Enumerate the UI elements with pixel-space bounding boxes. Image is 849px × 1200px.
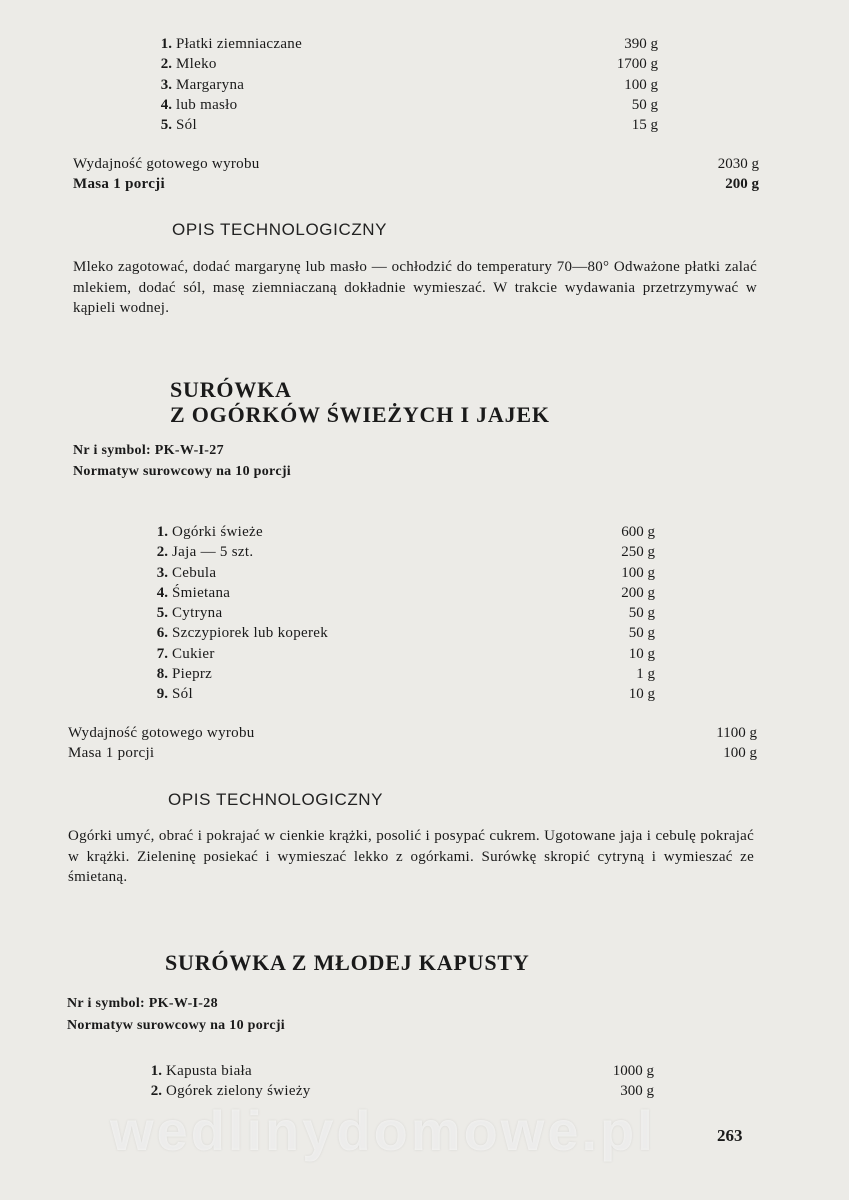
ingredient-row <box>146 522 655 542</box>
ingredient-number: 2. <box>150 1083 162 1100</box>
ingredient-quantity: 100 g <box>621 564 655 581</box>
ingredient-name: Płatki ziemniaczane <box>176 36 303 52</box>
ingredient-list <box>146 522 655 705</box>
ingredient-name: Ogórek zielony świeży <box>166 1083 311 1100</box>
ingredient-quantity: 10 g <box>628 686 655 703</box>
portion-value: 100 g <box>723 745 757 762</box>
recipe-normatyw: Normatyw surowcowy na 10 porcji <box>73 464 291 479</box>
ingredient-name: Śmietana <box>172 584 231 601</box>
ingredient-name: Szczypiorek lub koperek <box>172 625 329 642</box>
ingredient-name: Pieprz <box>172 666 213 683</box>
yield-value: 2030 g <box>717 156 759 172</box>
ingredient-number: 7. <box>156 645 168 662</box>
ingredient-quantity: 250 g <box>621 544 655 561</box>
ingredient-row <box>150 95 658 115</box>
ingredient-name: Ogórki świeże <box>172 524 263 540</box>
ingredient-list <box>140 1061 654 1102</box>
ingredient-row <box>146 542 655 562</box>
ingredient-row <box>150 115 658 135</box>
ingredient-number: 8. <box>156 666 168 683</box>
opis-heading: OPIS TECHNOLOGICZNY <box>168 790 384 809</box>
yield-summary <box>68 723 757 764</box>
ingredient-number: 4. <box>160 96 172 113</box>
ingredient-number: 1. <box>160 36 172 52</box>
page-number: 263 <box>717 1126 743 1145</box>
ingredient-name: Jaja — 5 szt. <box>172 544 254 561</box>
recipe-symbol: Nr i symbol: PK-W-I-27 <box>73 443 224 458</box>
ingredient-number: 5. <box>156 605 168 622</box>
ingredient-quantity: 100 g <box>624 76 658 93</box>
yield-summary <box>73 154 759 195</box>
ingredient-row <box>150 34 658 54</box>
ingredient-quantity: 1 g <box>636 666 655 683</box>
ingredient-row <box>146 664 655 684</box>
ingredient-name: Sól <box>172 686 193 703</box>
ingredient-quantity: 1000 g <box>612 1063 654 1079</box>
ingredient-row <box>146 623 655 643</box>
ingredient-quantity: 300 g <box>620 1083 654 1100</box>
ingredient-name: Cebula <box>172 564 217 581</box>
ingredient-quantity: 1700 g <box>616 56 658 73</box>
ingredient-number: 9. <box>156 686 168 703</box>
ingredient-row <box>140 1061 654 1081</box>
ingredient-quantity: 50 g <box>631 96 658 113</box>
ingredient-number: 4. <box>156 584 168 601</box>
yield-value: 1100 g <box>716 725 757 741</box>
ingredient-row <box>150 54 658 74</box>
ingredient-quantity: 10 g <box>628 645 655 662</box>
ingredient-name: Cukier <box>172 645 215 662</box>
ingredient-quantity: 15 g <box>631 117 658 134</box>
ingredient-name: Kapusta biała <box>166 1063 252 1079</box>
ingredient-row <box>146 563 655 583</box>
recipe-title-line2: Z OGÓRKÓW ŚWIEŻYCH I JAJEK <box>170 402 550 427</box>
portion-label: Masa 1 porcji <box>68 745 155 762</box>
ingredient-row <box>146 603 655 623</box>
ingredient-list <box>150 34 658 135</box>
ingredient-number: 2. <box>160 56 172 73</box>
ingredient-name: Cytryna <box>172 605 223 622</box>
ingredient-quantity: 600 g <box>621 524 655 540</box>
ingredient-name: lub masło <box>176 96 238 113</box>
recipe-title-line1: SURÓWKA <box>170 377 292 402</box>
ingredient-name: Margaryna <box>176 76 245 93</box>
ingredient-quantity: 200 g <box>621 584 655 601</box>
recipe-normatyw: Normatyw surowcowy na 10 porcji <box>67 1018 285 1033</box>
ingredient-number: 3. <box>156 564 168 581</box>
ingredient-number: 2. <box>156 544 168 561</box>
portion-value: 200 g <box>725 176 759 193</box>
recipe-symbol: Nr i symbol: PK-W-I-28 <box>67 996 218 1011</box>
yield-label: Wydajność gotowego wyrobu <box>68 725 255 741</box>
ingredient-row <box>146 644 655 664</box>
opis-heading: OPIS TECHNOLOGICZNY <box>172 220 388 239</box>
recipe-title: SURÓWKA Z MŁODEJ KAPUSTY <box>165 950 530 975</box>
ingredient-number: 1. <box>150 1063 162 1079</box>
portion-label: Masa 1 porcji <box>73 176 165 193</box>
ingredient-row <box>150 75 658 95</box>
ingredient-quantity: 50 g <box>628 625 655 642</box>
opis-paragraph: Ogórki umyć, obrać i pokrajać w cienkie krążki, posolić i posypać cukrem. Ugotowane jaja i cebulę pokrajać w krążki. Zieleninę posiekać i wymieszać lekko z ogórkami. Surówkę skropić cytryną i wymieszać ze śmietaną. <box>68 828 754 885</box>
ingredient-name: Sól <box>176 117 197 134</box>
ingredient-row <box>146 583 655 603</box>
ingredient-row <box>146 684 655 704</box>
watermark: wedlinydomowe.pl <box>110 1099 656 1162</box>
ingredient-number: 5. <box>160 117 172 134</box>
opis-paragraph: Mleko zagotować, dodać margarynę lub masło — ochłodzić do temperatury 70—80° Odważone płatki zalać mlekiem, dodać sól, masę ziemniaczaną dokładnie wymieszać. W trakcie wydawania przetrzymywać w kąpieli wodnej. <box>73 259 757 316</box>
ingredient-quantity: 390 g <box>624 36 658 52</box>
ingredient-name: Mleko <box>176 56 217 73</box>
yield-label: Wydajność gotowego wyrobu <box>73 156 260 172</box>
ingredient-number: 3. <box>160 76 172 93</box>
ingredient-quantity: 50 g <box>628 605 655 622</box>
ingredient-number: 1. <box>156 524 168 540</box>
ingredient-number: 6. <box>156 625 168 642</box>
